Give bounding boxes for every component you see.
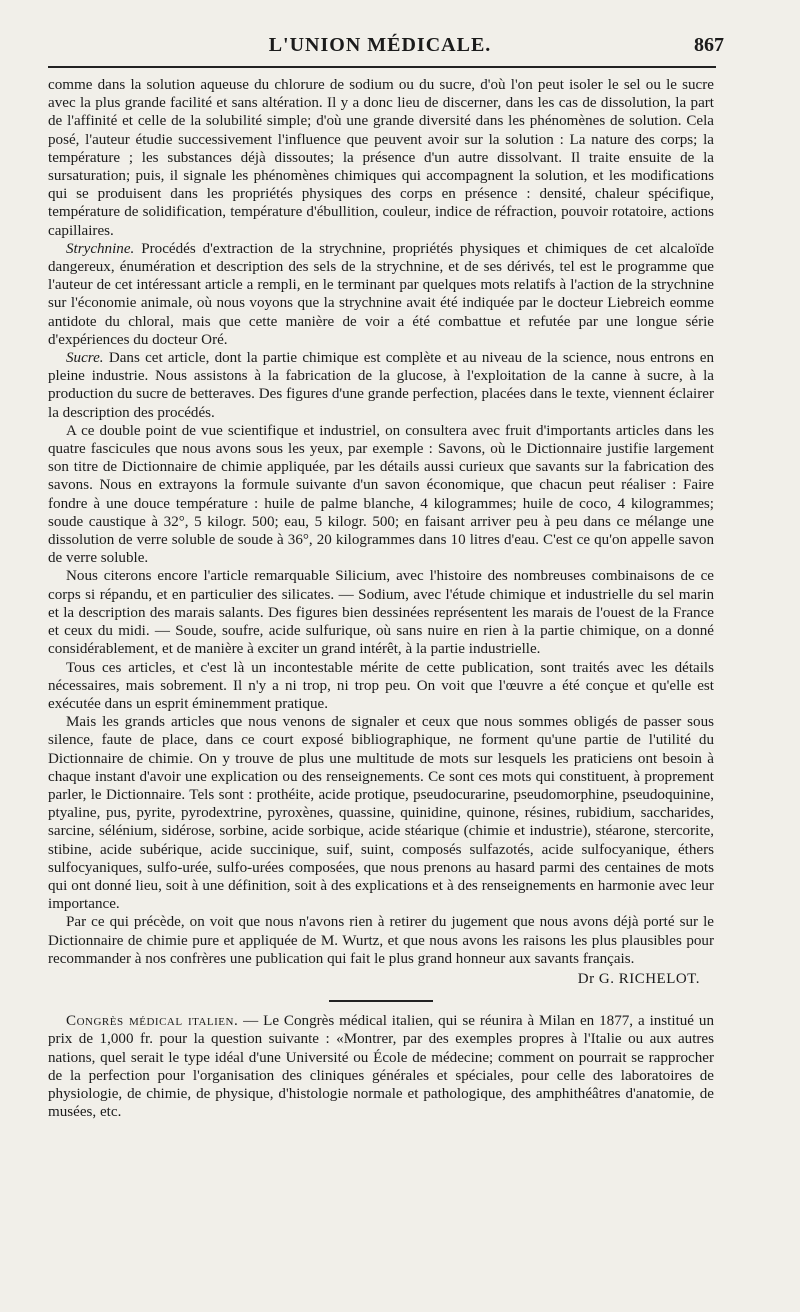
paragraph-lead: Strychnine. <box>66 240 135 257</box>
paragraph-text: comme dans la solution aqueuse du chlorure de sodium ou du sucre, d'où l'on peut isoler le sel ou le sucre avec la plus grande facilité et sans altération. Il y a donc lieu de discerner, dans les cas de dissolution, la part de l'affinité et celle de la solubilité simple; d'où une grande diversité dans les phénomènes de solution. Cela posé, l'auteur étudie successivement l'influence que peuvent avoir sur la solution : La nature des corps; la température ; les substances déjà dissoutes; la présence d'un autre dissolvant. Il traite ensuite de la sursaturation; puis, il signale les phénomènes chimiques qui accompagnent la solution, et les modifications qui se produisent dans les propriétés physiques des corps en présence : densité, chaleur spécifique, température de solidification, température d'ébullition, couleur, indice de réfraction, pouvoir rotatoire, actions capillaires. <box>48 77 714 239</box>
notice-title: Congrès médical italien. <box>66 1013 239 1030</box>
paragraph-text: A ce double point de vue scientifique et industriel, on consultera avec fruit d'importants articles dans les quatre fascicules que nous avons sous les yeux, par exemple : Savons, où le Dictionnaire justifie largement son titre de Dictionnaire de chimie appliquée, par les détails aussi curieux que savants sur la fabrication des savons. Nous en extrayons la formule suivante d'un savon économique, que chacun peut réaliser : Faire fondre à une douce température : huile de palme blanche, 4 kilogrammes; huile de coco, 4 kilogrammes; soude caustique à 32°, 5 kilogr. 500; eau, 5 kilogr. 500; en faisant arriver peu à peu dans ce mélange une dissolution de verre soluble de soude à 36°, 20 kilogrammes dans 10 litres d'eau. C'est ce qu'on appelle savon de verre soluble. <box>48 422 714 567</box>
paragraph-solution <box>48 76 714 240</box>
paragraph-text: Procédés d'extraction de la strychnine, propriétés physiques et chimiques de cet alcaloïde dangereux, énumération et description des sels de la strychnine, et de ses dérivés, tel est le programme que l'auteur de cet intéressant article a rempli, en le terminant par quelques mots relatifs à l'action de la strychnine sur l'économie animale, où nous voyons que la strychnine avait été indiquée par le docteur Liebreich eomme antidote du chloral, mais que cette manière de voir a été combattue et refutée par une longue série d'expériences du docteur Oré. <box>48 240 714 348</box>
paragraph-text: Dans cet article, dont la partie chimique est complète et au niveau de la science, nous entrons en pleine industrie. Nous assistons à la fabrication de la glucose, à l'exploitation de la canne à sucre, à la production du sucre de betteraves. Des figures d'une grande perfection, placées dans le texte, viennent éclairer la description des procédés. <box>48 350 714 421</box>
section-separator <box>329 1000 433 1002</box>
page-header <box>48 30 724 66</box>
paragraph-text: Mais les grands articles que nous venons de signaler et ceux que nous sommes obligés de passer sous silence, faute de place, dans ce court exposé bibliographique, ne forment qu'une partie de l'utilité du Dictionnaire de chimie. On y trouve de plus une multitude de mots sur lesquels les praticiens ont besoin à chaque instant d'avoir une explication ou des renseignements. Ce sont ces mots qui constituent, à proprement parler, le Dictionnaire. Tels sont : prothéite, acide protique, pseudocurarine, pseudomorphine, pseudoquinine, ptyaline, pus, pyrite, pyrodextrine, pyroxènes, quassine, quinidine, quinone, résines, rubidium, saccharides, sarcine, sélénium, sidérose, sorbine, acide sorbique, acide stéarique (chimie et industrie), stéarone, stercorite, stibine, acide subérique, acide succinique, suif, suint, composés sulfazotés, acide sulfocyanique, éthers sulfocyaniques, sulfo-urée, sulfo-urées composées, que nous prenons au hasard parmi des centaines de mots qui ont donné lieu, soit à une définition, soit à des explications et à des renseignements en harmonie avec leur importance. <box>48 714 714 913</box>
notice-text: — Le Congrès médical italien, qui se réunira à Milan en 1877, a institué un prix de 1,000 fr. pour la question suivante : «Montrer, par des exemples propres à l'Italie ou aux autres nations, quel serait le type idéal d'une Université ou École de médecine; comment on pourrait se rapprocher de la perfection pour l'organisation des cliniques générales et spéciales, pour celle des laboratoires de physiologie, de chimie, de physique, d'histologie normale et pathologique, des amphithéâtres d'anatomie, de musées, etc. <box>48 1013 714 1121</box>
article-body <box>48 76 714 1121</box>
paragraph-text: Par ce qui précède, on voit que nous n'avons rien à retirer du jugement que nous avons déjà porté sur le Dictionnaire de chimie pure et appliquée de M. Wurtz, et que nous avons les raisons les plus plausibles pour recommander à nos confrères une publication qui fait le plus grand honneur aux savants français. <box>48 914 714 967</box>
paragraph-text: Tous ces articles, et c'est là un incontestable mérite de cette publication, sont traités avec les détails nécessaires, mais sobrement. Il n'y a ni trop, ni trop peu. On voit que l'œuvre a été conçue et qu'elle est exécutée dans un esprit éminemment pratique. <box>48 659 714 712</box>
running-title: L'UNION MÉDICALE. <box>268 34 492 56</box>
paragraph-silicium <box>48 567 714 658</box>
paragraph-lead: Sucre. <box>66 350 104 367</box>
header-rule <box>48 66 716 68</box>
paragraph-conclusion <box>48 913 714 968</box>
paragraph-savons <box>48 422 714 568</box>
paragraph-sucre <box>48 349 714 422</box>
signature: Dr G. RICHELOT. <box>577 970 700 987</box>
paragraph-mots <box>48 713 714 913</box>
paragraph-congres <box>48 1012 714 1121</box>
paragraph-strychnine <box>48 240 714 349</box>
paragraph-merite <box>48 659 714 714</box>
page-number: 867 <box>694 34 724 56</box>
paragraph-text: Nous citerons encore l'article remarquable Silicium, avec l'histoire des nombreuses combinaisons de ce corps si répandu, et en particulier des silicates. — Sodium, avec l'étude chimique et industrielle du sel marin et la description des marais salants. Des figures bien dessinées représentent les marais de l'ouest de la France et ceux du midi. — Soude, soufre, acide sulfurique, où sans nuire en rien à la partie chimique, on a donné considérablement, et de manière à exciter un grand intérêt, à la partie industrielle. <box>48 568 714 658</box>
